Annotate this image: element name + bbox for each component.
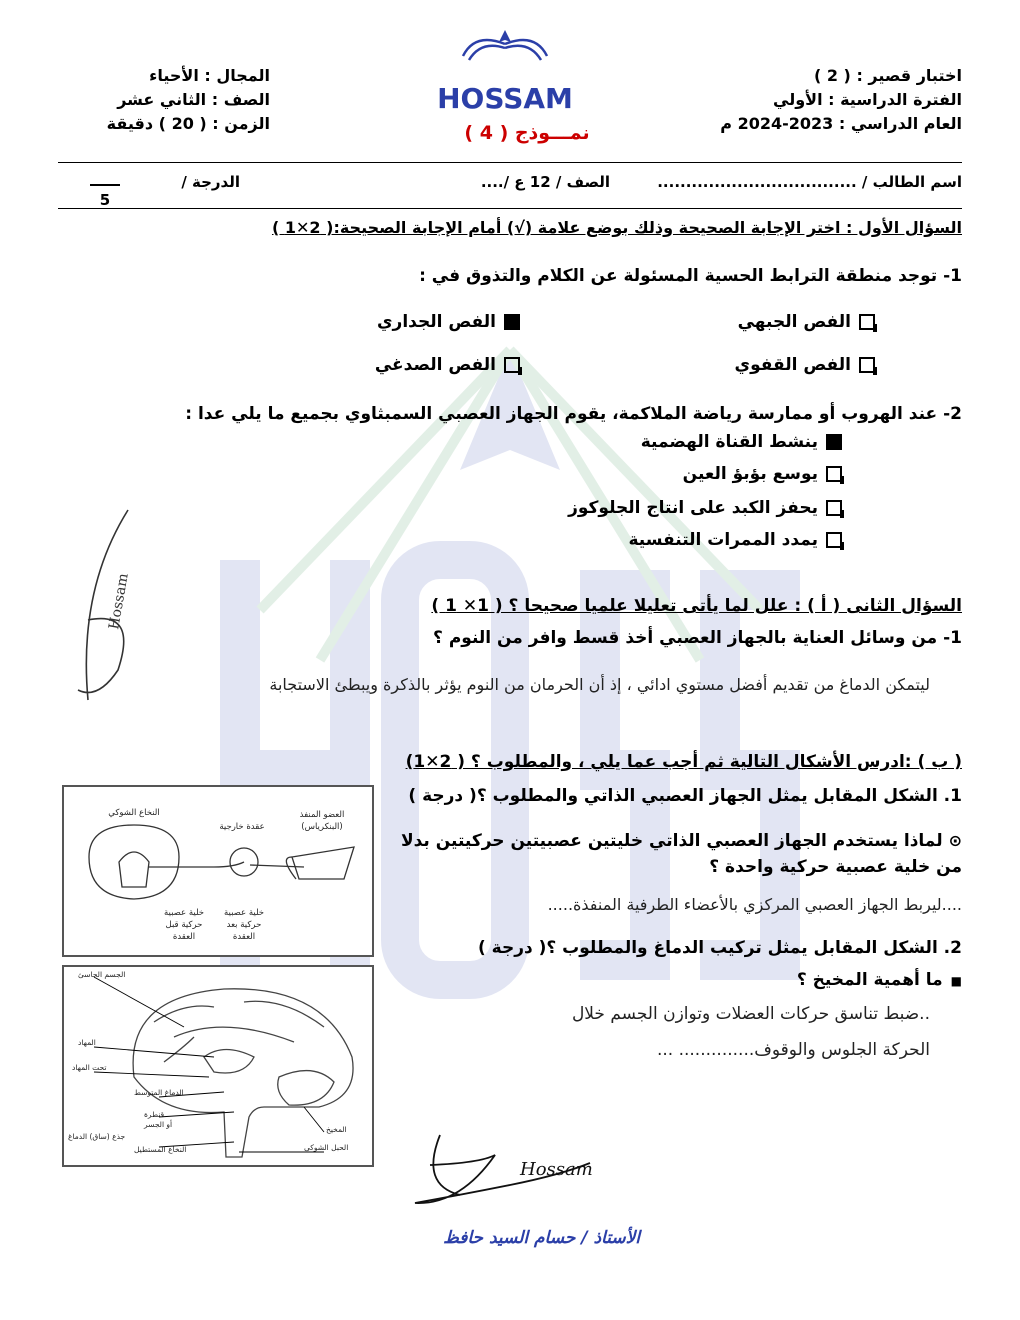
header-left	[90, 64, 270, 136]
svg-text:النخاع المستطيل: النخاع المستطيل	[134, 1145, 187, 1154]
checkbox-icon[interactable]	[826, 466, 842, 482]
q2b-item2-answer-line1: ..ضبط تناسق حركات العضلات وتوازن الجسم خلال	[571, 1004, 930, 1024]
svg-text:Hossam: Hossam	[520, 1159, 593, 1180]
q1-item2-option-2[interactable]: يوسع بؤبؤ العين	[482, 464, 842, 484]
svg-text:النخاع الشوكي: النخاع الشوكي	[108, 808, 160, 818]
checkbox-icon[interactable]	[859, 357, 875, 373]
teacher-signature	[400, 1125, 600, 1210]
duration: الزمن : ( 20 ) دقيقة	[106, 114, 270, 133]
svg-text:الدماغ المتوسط: الدماغ المتوسط	[134, 1088, 184, 1097]
q1-item2-option-1[interactable]: ينشط القناة الهضمية	[482, 432, 842, 452]
q2b-item1-answer: ....ليربط الجهاز العصبي المركزي بالأعضاء الطرفية المنفذة.....	[547, 895, 962, 914]
q2a-title: السؤال الثانى ( أ ) : علل لما يأتى تعليلا علميا صحيحا ؟ ( 1✕ 1 )	[431, 596, 962, 616]
svg-text:المخيخ: المخيخ	[326, 1125, 347, 1134]
svg-text:جذع (ساق) الدماغ: جذع (ساق) الدماغ	[68, 1132, 126, 1141]
target-bullet-icon: ⊙	[948, 831, 962, 850]
q1-item1-option-1[interactable]: الفص الجبهي	[675, 312, 875, 332]
svg-text:تحت المهاد: تحت المهاد	[72, 1063, 107, 1072]
q1-item1-stem: 1- توجد منطقة الترابط الحسية المسئولة عن الكلام والتذوق في :	[419, 266, 962, 286]
term: الفترة الدراسية : الأولي	[773, 90, 962, 109]
q2a-item1-stem: 1- من وسائل العناية بالجهاز العصبي أخذ قسط وافر من النوم ؟	[433, 628, 962, 648]
grade-total: 5	[99, 191, 111, 209]
q1-item2-option-4[interactable]: يمدد الممرات التنفسية	[482, 530, 842, 550]
svg-text:العضو المنفذ: العضو المنفذ	[299, 810, 345, 820]
student-class: الصف / 12 ع /....	[480, 173, 610, 191]
q2b-item1-stem: 1. الشكل المقابل يمثل الجهاز العصبي الذاتي والمطلوب ؟( درجة )	[408, 786, 962, 806]
checkbox-checked-icon[interactable]	[826, 434, 842, 450]
figure-brain-structure	[62, 965, 374, 1167]
figure-autonomic-nervous-system	[62, 785, 374, 957]
svg-text:HOSSAM: HOSSAM	[437, 82, 573, 115]
q1-item2-stem: 2- عند الهروب أو ممارسة رياضة الملاكمة، يقوم الجهاز العصبي السمبثاوي بجميع ما يلي عدا :	[185, 404, 962, 424]
teacher-name: الأستاذ / حسام السيد حافظ	[443, 1228, 640, 1248]
svg-text:أو الجسر: أو الجسر	[144, 1120, 173, 1129]
side-signature	[58, 500, 148, 730]
quiz-number: اختبار قصير : ( 2 )	[813, 66, 962, 85]
grade-label: الدرجة /	[181, 173, 240, 191]
checkbox-icon[interactable]	[504, 357, 520, 373]
square-bullet-icon: ■	[950, 974, 962, 988]
svg-text:العقدة: العقدة	[172, 932, 196, 942]
svg-text:الحبل الشوكي: الحبل الشوكي	[304, 1143, 349, 1152]
model-number: نمـــوذج ( 4 )	[464, 122, 590, 144]
q1-item2-option-3[interactable]: يحفز الكبد على انتاج الجلوكوز	[482, 498, 842, 518]
svg-text:عقدة خارجية: عقدة خارجية	[219, 822, 265, 832]
academic-year: العام الدراسي : 2023-2024 م	[720, 114, 962, 133]
q2b-item2-answer-line2: الحركة الجلوس والوقوف.............. ...	[656, 1040, 930, 1060]
student-name: اسم الطالب / ...................................	[657, 173, 962, 191]
svg-text:العقدة: العقدة	[232, 932, 256, 942]
q1-item1-option-4[interactable]: الفص الصدغي	[320, 355, 520, 375]
grade-level: الصف : الثاني عشر	[117, 90, 270, 109]
checkbox-icon[interactable]	[859, 314, 875, 330]
checkbox-icon[interactable]	[826, 532, 842, 548]
q2a-item1-answer: ليتمكن الدماغ من تقديم أفضل مستوي ادائي ، إذ أن الحرمان من النوم يؤثر بالذكرة ويبطئ الاستجابة	[269, 675, 930, 694]
svg-text:خلية عصبية: خلية عصبية	[163, 908, 205, 918]
q1-item1-option-2[interactable]: الفص الجداري	[320, 312, 520, 332]
svg-text:الجسم الجاسئ: الجسم الجاسئ	[78, 970, 126, 979]
svg-text:خلية عصبية: خلية عصبية	[223, 908, 265, 918]
q2b-item1-question: ⊙لماذا يستخدم الجهاز العصبي الذاتي خليتين عصبيتين حركيتين بدلا من خلية عصبية حركية واحدة ؟	[400, 831, 962, 877]
svg-text:Hossam: Hossam	[106, 572, 132, 631]
svg-text:حركية قبل: حركية قبل	[165, 920, 203, 930]
grade-fraction	[90, 178, 120, 208]
q2b-title: ( ب ) :ادرس الأشكال التالية ثم أجب عما يلي ، والمطلوب ؟ ( 2✕1)	[405, 752, 962, 772]
svg-text:المهاد: المهاد	[78, 1038, 96, 1047]
q1-title: السؤال الأول : اختر الإجابة الصحيحة وذلك بوضع علامة (√) أمام الإجابة الصحيحة:( 2✕1 )	[271, 218, 962, 237]
svg-text:حركية بعد: حركية بعد	[226, 920, 262, 930]
logo	[437, 28, 573, 118]
svg-text:(البنكرياس): (البنكرياس)	[301, 822, 343, 832]
subject: المجال : الأحياء	[149, 66, 270, 85]
checkbox-checked-icon[interactable]	[504, 314, 520, 330]
q2b-item2-question: ■ما أهمية المخيخ ؟	[796, 970, 962, 990]
q2b-item2-stem: 2. الشكل المقابل يمثل تركيب الدماغ والمطلوب ؟( درجة )	[477, 938, 962, 958]
q1-item1-option-3[interactable]: الفص القفوي	[675, 355, 875, 375]
checkbox-icon[interactable]	[826, 500, 842, 516]
svg-text:قنطرة: قنطرة	[144, 1110, 165, 1119]
header-right	[632, 64, 962, 136]
